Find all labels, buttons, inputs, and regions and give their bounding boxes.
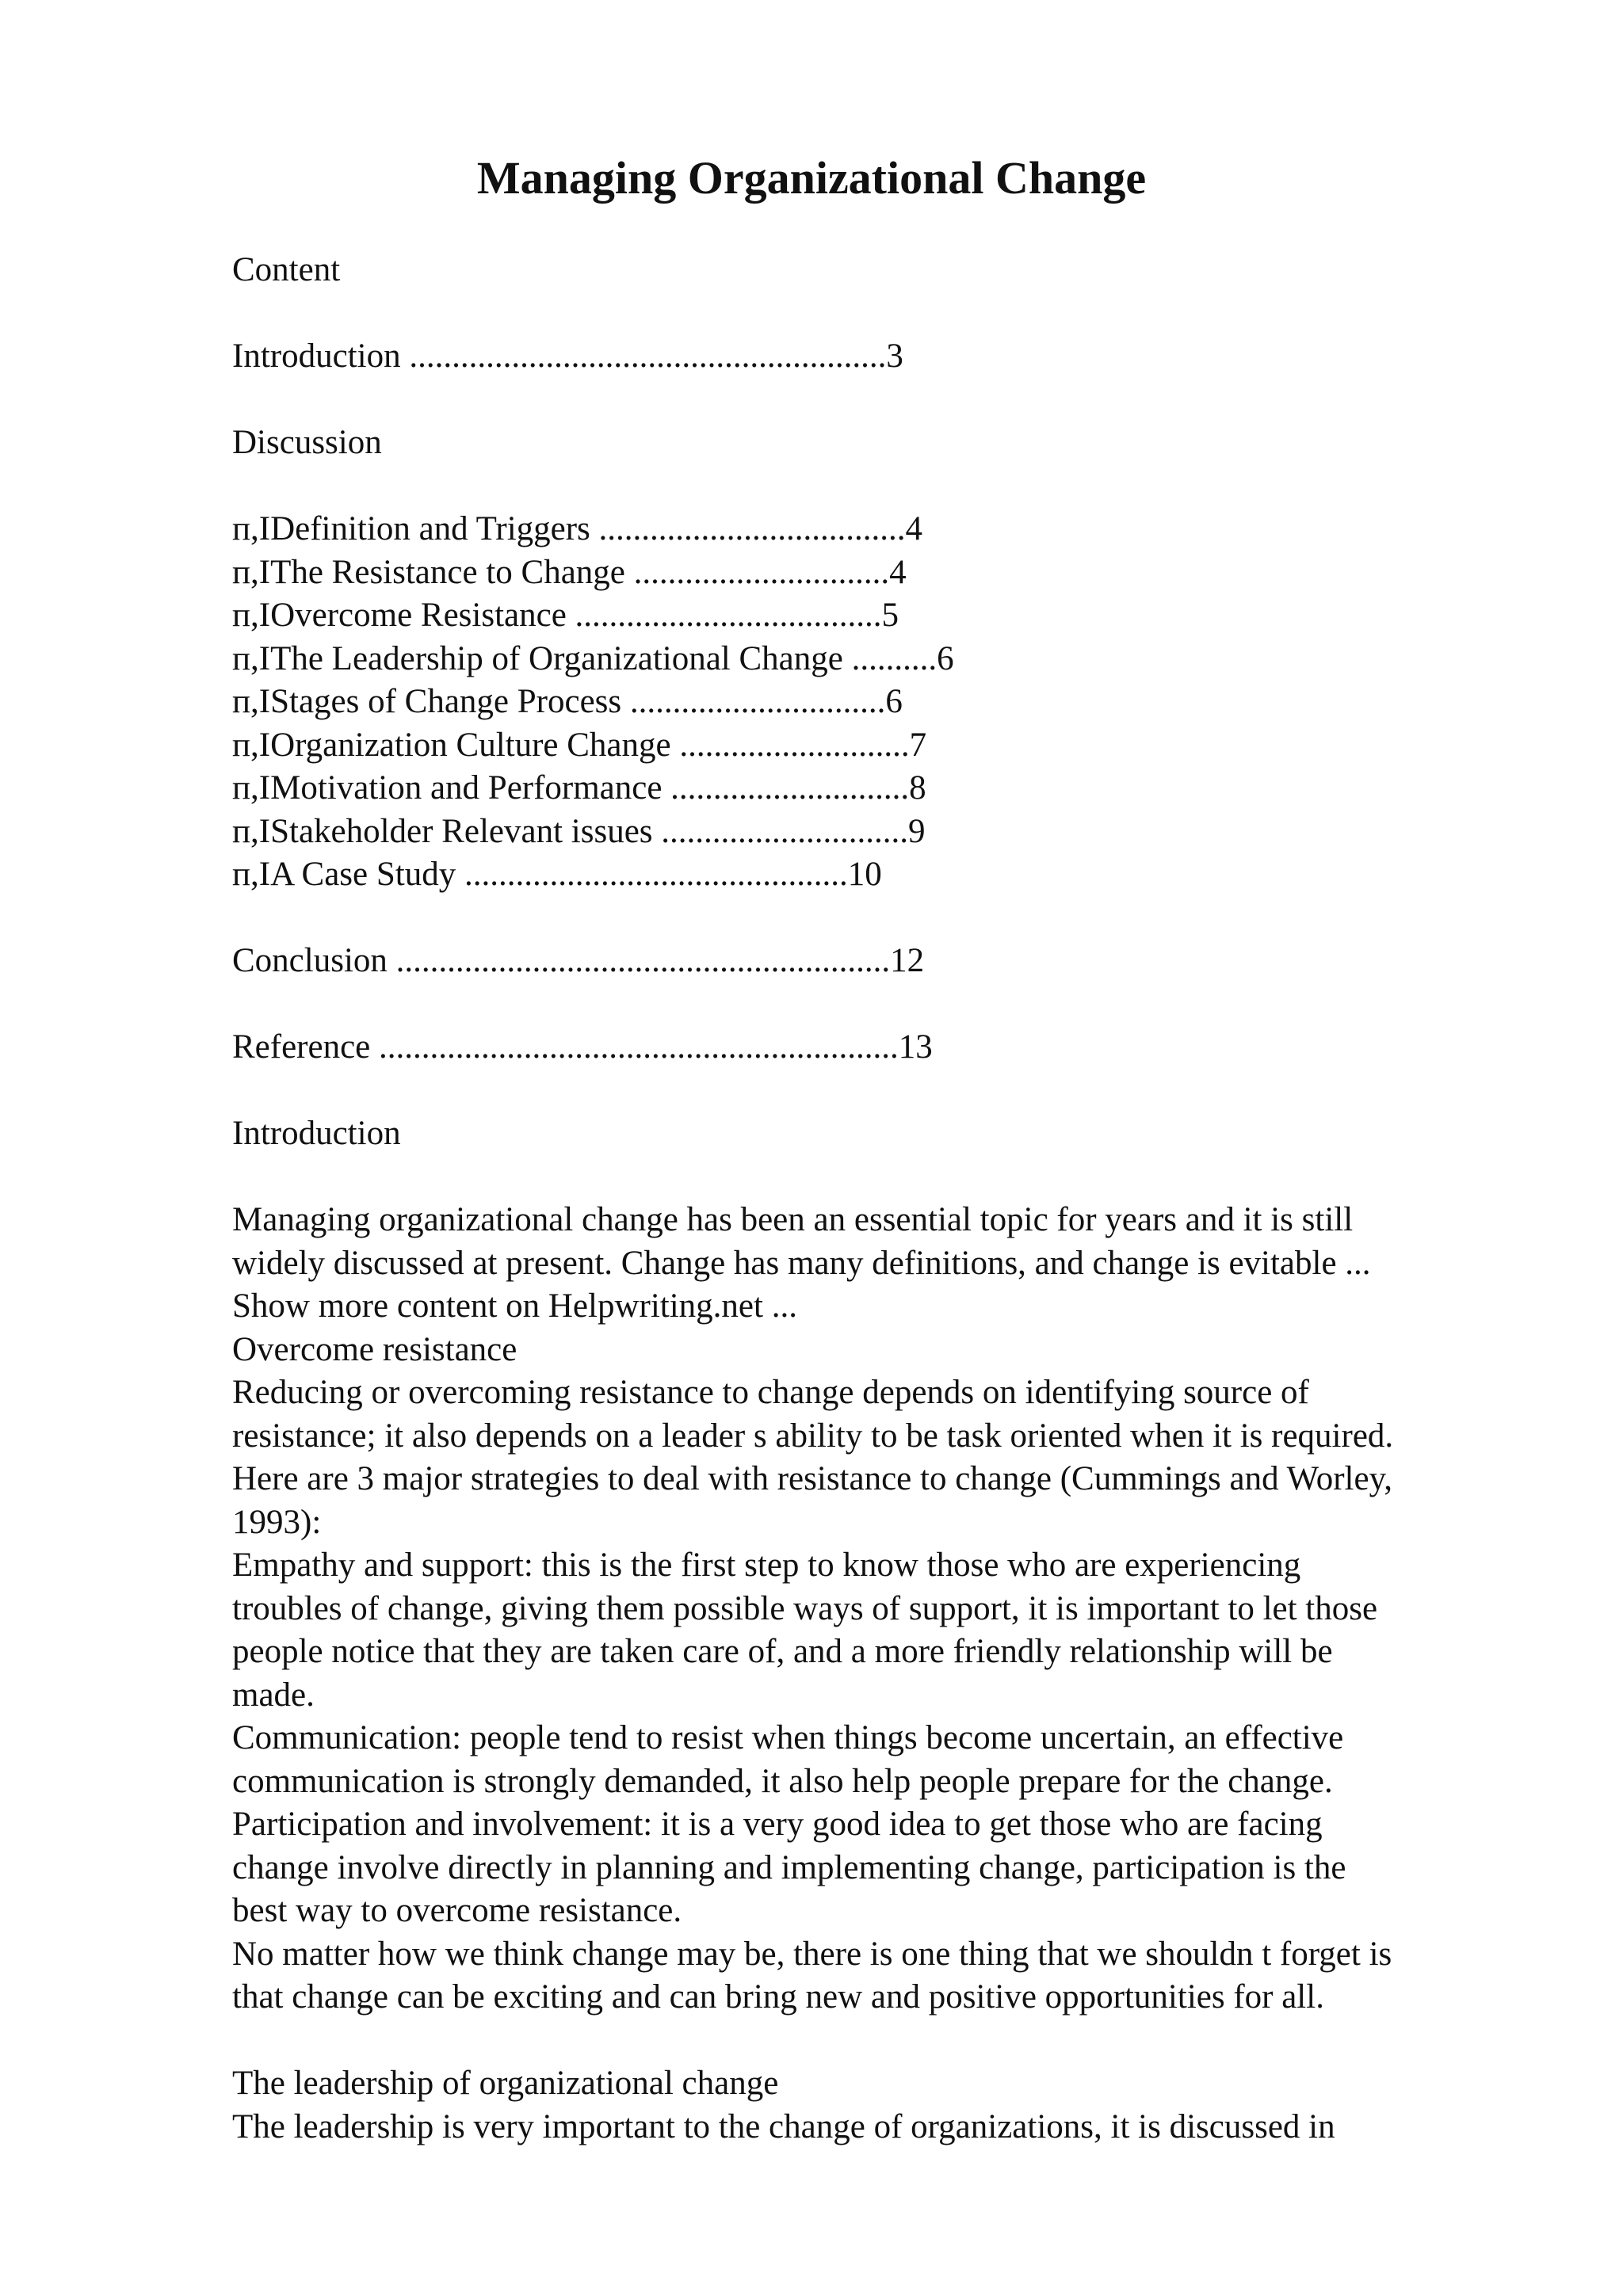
spacer bbox=[232, 983, 1548, 1027]
spacer bbox=[232, 292, 1548, 336]
overcome-line: that change can be exciting and can bring new and positive opportunities for all. bbox=[232, 1978, 1324, 2016]
overcome-line: communication is strongly demanded, it also help people prepare for the change. bbox=[232, 1762, 1333, 1800]
document-title: Managing Organizational Change bbox=[476, 152, 1147, 204]
section-heading-introduction: Introduction bbox=[232, 1115, 401, 1152]
spacer bbox=[232, 1070, 1548, 1113]
spacer bbox=[232, 1156, 1548, 1199]
overcome-line: resistance; it also depends on a leader s ability to be task oriented when it is required. bbox=[232, 1417, 1394, 1455]
overcome-line: change involve directly in planning and implementing change, participation is the bbox=[232, 1848, 1346, 1886]
overcome-line: best way to overcome resistance. bbox=[232, 1892, 682, 1929]
intro-line: Show more content on Helpwriting.net ... bbox=[232, 1287, 797, 1325]
overcome-line: Empathy and support: this is the first step to know those who are experiencing bbox=[232, 1547, 1301, 1584]
overcome-line: made. bbox=[232, 1676, 315, 1714]
overcome-line: Here are 3 major strategies to deal with resistance to change (Cummings and Worley, bbox=[232, 1460, 1393, 1497]
overcome-line: people notice that they are taken care of, and a more friendly relationship will be bbox=[232, 1633, 1333, 1670]
overcome-line: No matter how we think change may be, there is one thing that we shouldn t forget is bbox=[232, 1935, 1392, 1973]
toc-item: п,IA Case Study .............................................10 bbox=[232, 856, 882, 893]
spacer bbox=[232, 465, 1548, 509]
section-heading-overcome: Overcome resistance bbox=[232, 1330, 517, 1368]
intro-line: widely discussed at present. Change has many definitions, and change is evitable ... bbox=[232, 1244, 1371, 1282]
toc-introduction: Introduction ........................................................3 bbox=[232, 338, 903, 375]
toc-item: п,IStakeholder Relevant issues .............................9 bbox=[232, 812, 926, 850]
toc-item: п,IOrganization Culture Change ...........................7 bbox=[232, 726, 927, 764]
toc-conclusion: Conclusion ..........................................................12 bbox=[232, 942, 925, 979]
overcome-line: 1993): bbox=[232, 1503, 322, 1541]
toc-item: п,IDefinition and Triggers ....................................4 bbox=[232, 510, 923, 547]
overcome-line: Communication: people tend to resist when things become uncertain, an effective bbox=[232, 1719, 1344, 1756]
intro-line: Managing organizational change has been an essential topic for years and it is still bbox=[232, 1201, 1354, 1238]
section-heading-leadership: The leadership of organizational change bbox=[232, 2065, 779, 2102]
toc-item: п,IThe Resistance to Change ..............................4 bbox=[232, 553, 907, 591]
toc-item: п,IMotivation and Performance ............................8 bbox=[232, 769, 926, 807]
toc-item: п,IThe Leadership of Organizational Change ..........6 bbox=[232, 639, 954, 677]
toc-reference: Reference .............................................................13 bbox=[232, 1028, 933, 1066]
spacer bbox=[232, 379, 1548, 422]
overcome-line: troubles of change, giving them possible ways of support, it is important to let those bbox=[232, 1589, 1378, 1627]
document-body bbox=[232, 249, 1548, 2149]
toc-heading: Content bbox=[232, 251, 341, 288]
toc-item: п,IOvercome Resistance ....................................5 bbox=[232, 597, 899, 634]
leadership-line: The leadership is very important to the change of organizations, it is discussed in bbox=[232, 2107, 1335, 2145]
toc-discussion: Discussion bbox=[232, 424, 382, 461]
overcome-line: Participation and involvement: it is a very good idea to get those who are facing bbox=[232, 1806, 1323, 1843]
toc-item: п,IStages of Change Process ..............................6 bbox=[232, 683, 903, 720]
overcome-line: Reducing or overcoming resistance to change depends on identifying source of bbox=[232, 1374, 1309, 1411]
spacer bbox=[232, 897, 1548, 940]
spacer bbox=[232, 2019, 1548, 2063]
